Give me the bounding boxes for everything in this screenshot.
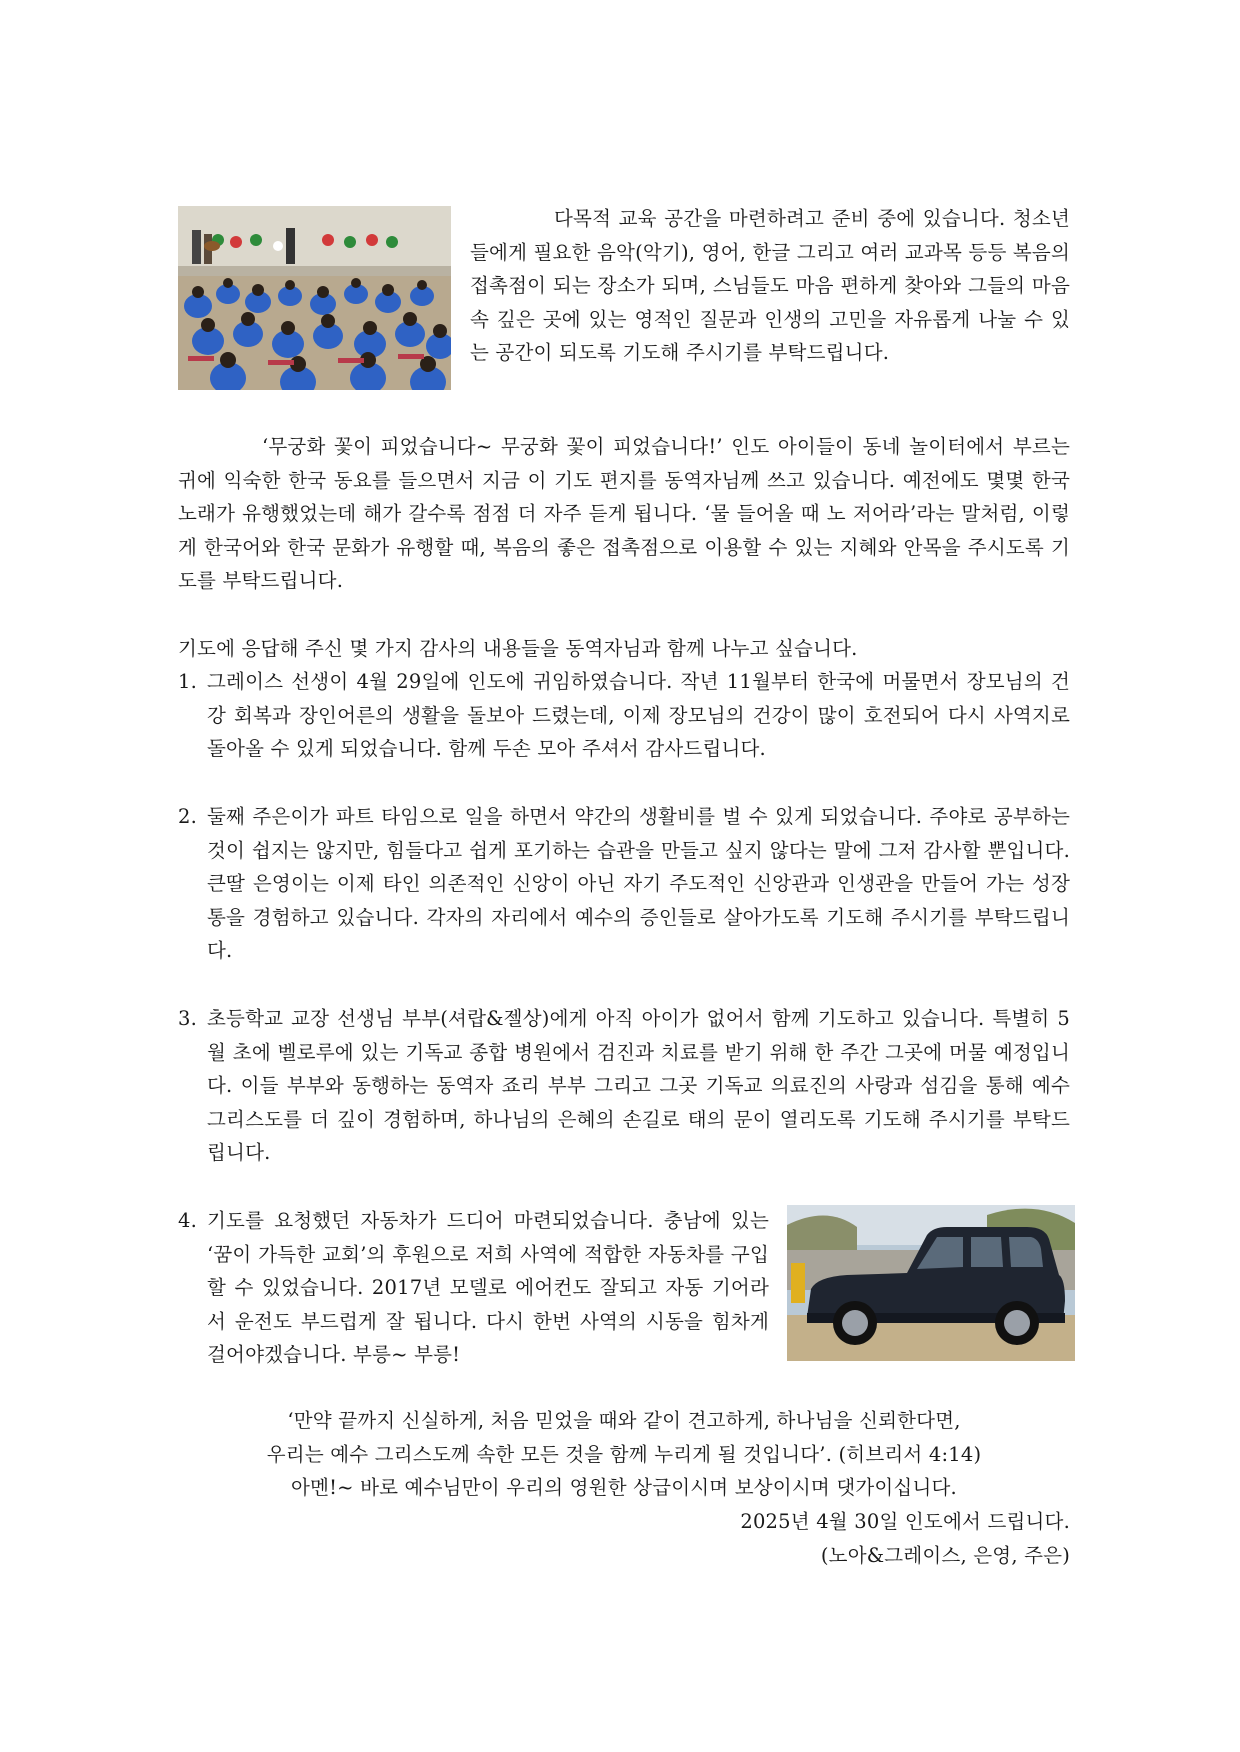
date-line: 2025년 4월 30일 인도에서 드립니다. (740, 1510, 1070, 1533)
list-item (178, 1204, 769, 1372)
list-item-number: 4. (178, 1209, 198, 1232)
intro-text: 다목적 교육 공간을 마련하려고 준비 중에 있습니다. 청소년들에게 필요한 음악(악기), 영어, 한글 그리고 여러 교과목 등등 복음의 접촉점이 되는 장소가 되며, 스님들도 마음 편하게 찾아와 그들의 마음속 깊은 곳에 있는 영적인 질문과 인생의 고민을 자유롭게 나눌 수 있는 공간이 되도록 기도해 주시기를 부탁드립니다. (470, 207, 1070, 365)
thanks-intro-text: 기도에 응답해 주신 몇 가지 감사의 내용들을 동역자님과 함께 나누고 싶습니다. (178, 637, 858, 660)
signature: (노아&그레이스, 은영, 주은) (820, 1544, 1070, 1567)
list-item-text: 둘째 주은이가 파트 타임으로 일을 하면서 약간의 생활비를 벌 수 있게 되었습니다. 주야로 공부하는 것이 쉽지는 않지만, 힘들다고 쉽게 포기하는 습관을 만들고 싶지 않다는 말에 그저 감사할 뿐입니다. 큰딸 은영이는 이제 타인 의존적인 신앙이 아닌 자기 주도적인 신앙관과 인생관을 만들어 가는 성장통을 경험하고 있습니다. 각자의 자리에서 예수의 증인들로 살아가도록 기도해 주시기를 부탁드립니다. (207, 805, 1070, 963)
intro-paragraph (470, 202, 1070, 370)
list-item-text: 그레이스 선생이 4월 29일에 인도에 귀임하였습니다. 작년 11월부터 한국에 머물면서 장모님의 건강 회복과 장인어른의 생활을 돌보아 드렸는데, 이제 장모님의 건강이 많이 호전되어 다시 사역지로 돌아올 수 있게 되었습니다. 함께 두손 모아 주셔서 감사드립니다. (207, 670, 1070, 761)
list-item-number: 1. (178, 670, 198, 693)
car-photo (787, 1205, 1075, 1361)
list-item-text: 기도를 요청했던 자동차가 드디어 마련되었습니다. 충남에 있는 ‘꿈이 가득한 교회’의 후원으로 저희 사역에 적합한 자동차를 구입할 수 있었습니다. 2017년 모델로 에어컨도 잘되고 자동 기어라서 운전도 부드럽게 잘 됩니다. 다시 한번 사역의 시동을 힘차게 걸어야겠습니다. 부릉~ 부릉! (207, 1209, 769, 1367)
closing-line: 아멘!~ 바로 예수님만이 우리의 영원한 상급이시며 보상이시며 댓가이십니다. (291, 1476, 957, 1500)
closing-scripture (178, 1404, 1070, 1505)
list-item (178, 1002, 1070, 1170)
list-item (178, 800, 1070, 968)
thanks-intro (178, 632, 1070, 666)
classroom-photo (178, 206, 451, 390)
list-item-number: 3. (178, 1007, 198, 1030)
list-item-number: 2. (178, 805, 198, 828)
closing-line: ‘만약 끝까지 신실하게, 처음 믿었을 때와 같이 견고하게, 하나님을 신뢰한다면, (287, 1409, 961, 1432)
song-paragraph (178, 430, 1070, 598)
list-item (178, 665, 1070, 766)
song-paragraph-text: ‘무궁화 꽃이 피었습니다~ 무궁화 꽃이 피었습니다!’ 인도 아이들이 동네 놀이터에서 부르는 귀에 익숙한 한국 동요를 들으면서 지금 이 기도 편지를 동역자님께 쓰고 있습니다. 예전에도 몇몇 한국 노래가 유행했었는데 해가 갈수록 점점 더 자주 듣게 됩니다. ‘물 들어올 때 노 저어라’라는 말처럼, 이렇게 한국어와 한국 문화가 유행할 때, 복음의 좋은 접촉점으로 이용할 수 있는 지혜와 안목을 주시도록 기도를 부탁드립니다. (178, 435, 1070, 593)
closing-line: 우리는 예수 그리스도께 속한 모든 것을 함께 누리게 될 것입니다’. (히브리서 4:14) (266, 1442, 982, 1466)
list-item-text: 초등학교 교장 선생님 부부(셔랍&젤상)에게 아직 아이가 없어서 함께 기도하고 있습니다. 특별히 5월 초에 벨로루에 있는 기독교 종합 병원에서 검진과 치료를 받기 위해 한 주간 그곳에 머물 예정입니다. 이들 부부와 동행하는 동역자 죠리 부부 그리고 그곳 기독교 의료진의 사랑과 섬김을 통해 예수 그리스도를 더 깊이 경험하며, 하나님의 은혜의 손길로 태의 문이 열리도록 기도해 주시기를 부탁드립니다. (207, 1007, 1070, 1165)
